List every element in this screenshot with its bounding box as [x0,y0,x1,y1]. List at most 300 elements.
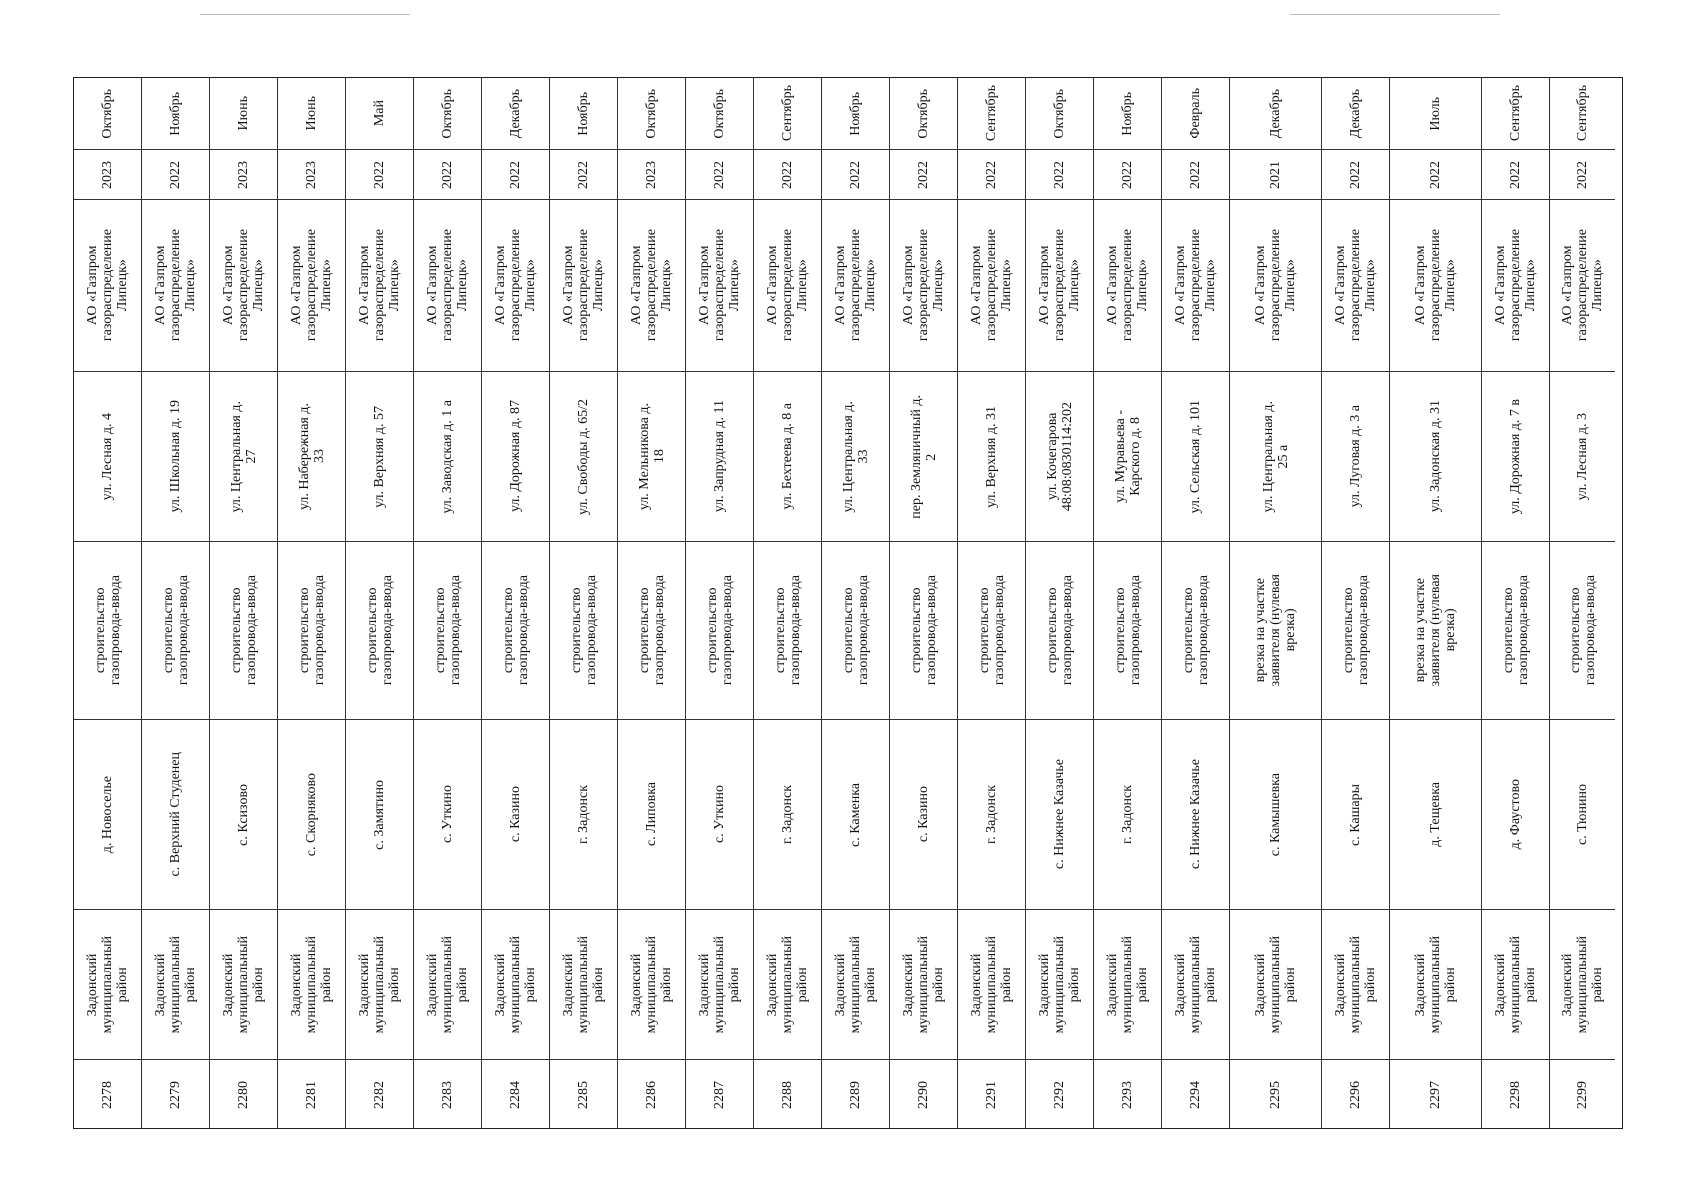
year-cell-text: 2022 [440,160,455,189]
district-cell-text: Задонский муниципальный район [221,935,266,1034]
work-type-cell-text: строительство газопровода-ввода [364,575,395,686]
organization-cell-text: АО «Газпром газораспределение Липецк» [1560,229,1605,342]
row-number-cell [890,1060,957,1130]
work-type-cell [1026,542,1093,720]
year-cell-text: 2022 [848,160,863,189]
organization-cell-text: АО «Газпром газораспределение Липецк» [85,229,130,342]
organization-cell-text: АО «Газпром газораспределение Липецк» [765,229,810,342]
table-row [550,78,618,1128]
organization-cell [1230,200,1321,372]
locality-cell [142,720,209,910]
work-type-cell [1230,542,1321,720]
month-cell-text: Июнь [304,96,319,131]
locality-cell [1322,720,1389,910]
month-cell [1230,78,1321,150]
month-cell-text: Сентябрь [1508,85,1523,142]
organization-cell [142,200,209,372]
table-row [210,78,278,1128]
month-cell [686,78,753,150]
work-type-cell [1482,542,1549,720]
month-cell-text: Октябрь [644,88,659,139]
district-cell-text: Задонский муниципальный район [1037,935,1082,1034]
organization-cell-text: АО «Газпром газораспределение Липецк» [493,229,538,342]
address-cell [74,372,141,542]
locality-cell [754,720,821,910]
locality-cell [210,720,277,910]
locality-cell-text: г. Задонск [1120,784,1135,845]
year-cell [958,150,1025,200]
work-type-cell [1162,542,1229,720]
row-number-cell [1550,1060,1615,1130]
organization-cell [1390,200,1481,372]
row-number-cell-text: 2289 [848,1081,863,1109]
row-number-cell [618,1060,685,1130]
month-cell-text: Сентябрь [780,85,795,142]
month-cell-text: Май [372,100,387,127]
address-cell [482,372,549,542]
district-cell [1026,910,1093,1060]
district-cell-text: Задонский муниципальный район [493,935,538,1034]
locality-cell-text: с. Уткино [712,785,727,844]
locality-cell [1094,720,1161,910]
year-cell [618,150,685,200]
address-cell [1094,372,1161,542]
organization-cell [618,200,685,372]
locality-cell-text: г. Задонск [576,784,591,845]
table-row [822,78,890,1128]
organization-cell-text: АО «Газпром газораспределение Липецк» [833,229,878,342]
address-cell [1390,372,1481,542]
work-type-cell-text: строительство газопровода-ввода [568,575,599,686]
district-cell-text: Задонский муниципальный район [357,935,402,1034]
row-number-cell [74,1060,141,1130]
year-cell [74,150,141,200]
month-cell-text: Февраль [1188,88,1203,139]
work-type-cell [1094,542,1161,720]
table-row [1550,78,1615,1128]
organization-cell [1026,200,1093,372]
organization-cell-text: АО «Газпром газораспределение Липецк» [697,229,742,342]
work-type-cell [754,542,821,720]
month-cell-text: Октябрь [916,88,931,139]
row-number-cell [1162,1060,1229,1130]
district-cell-text: Задонский муниципальный район [901,935,946,1034]
row-number-cell [482,1060,549,1130]
work-type-cell [1390,542,1481,720]
district-cell-text: Задонский муниципальный район [1333,935,1378,1034]
address-cell [210,372,277,542]
work-type-cell [550,542,617,720]
row-number-cell [1094,1060,1161,1130]
year-cell-text: 2022 [576,160,591,189]
work-type-cell-text: строительство газопровода-ввода [92,575,123,686]
address-cell-text: ул. Центральная д. 25 а [1260,400,1291,513]
address-cell-text: ул. Заводская д. 1 а [440,399,455,514]
address-cell [822,372,889,542]
district-cell [822,910,889,1060]
month-cell-text: Сентябрь [1575,85,1590,142]
row-number-cell-text: 2288 [780,1081,795,1109]
row-number-cell-text: 2292 [1052,1081,1067,1109]
district-cell-text: Задонский муниципальный район [85,935,130,1034]
row-number-cell [346,1060,413,1130]
table-row [958,78,1026,1128]
table-row [346,78,414,1128]
district-cell-text: Задонский муниципальный район [425,935,470,1034]
work-type-cell-text: строительство газопровода-ввода [1112,575,1143,686]
district-cell-text: Задонский муниципальный район [153,935,198,1034]
month-cell [210,78,277,150]
month-cell-text: Октябрь [440,88,455,139]
table-row [414,78,482,1128]
organization-cell-text: АО «Газпром газораспределение Липецк» [1413,229,1458,342]
district-cell-text: Задонский муниципальный район [765,935,810,1034]
work-type-cell [686,542,753,720]
month-cell [958,78,1025,150]
year-cell [1162,150,1229,200]
organization-cell [278,200,345,372]
row-number-cell-text: 2279 [168,1081,183,1109]
organization-cell [822,200,889,372]
year-cell [822,150,889,200]
row-number-cell-text: 2282 [372,1081,387,1109]
district-cell [1322,910,1389,1060]
year-cell [754,150,821,200]
year-cell-text: 2023 [304,160,319,189]
month-cell [1322,78,1389,150]
locality-cell-text: д. Фаустово [1508,779,1523,850]
address-cell [890,372,957,542]
address-cell-text: ул. Бехтеева д. 8 а [780,403,795,510]
month-cell [1026,78,1093,150]
month-cell-text: Октябрь [1052,88,1067,139]
locality-cell-text: с. Нижнее Казачье [1188,759,1203,870]
district-cell [482,910,549,1060]
year-cell-text: 2022 [508,160,523,189]
work-type-cell [618,542,685,720]
address-cell [1026,372,1093,542]
row-number-cell [1390,1060,1481,1130]
year-cell-text: 2022 [1428,160,1443,189]
district-cell [1094,910,1161,1060]
work-type-cell-text: строительство газопровода-ввода [1180,575,1211,686]
row-number-cell [550,1060,617,1130]
row-number-cell-text: 2280 [236,1081,251,1109]
year-cell [414,150,481,200]
year-cell [278,150,345,200]
work-type-cell [142,542,209,720]
address-cell [618,372,685,542]
district-cell-text: Задонский муниципальный район [561,935,606,1034]
district-cell-text: Задонский муниципальный район [289,935,334,1034]
address-cell [1322,372,1389,542]
district-cell [754,910,821,1060]
work-type-cell [74,542,141,720]
organization-cell-text: АО «Газпром газораспределение Липецк» [1105,229,1150,342]
work-type-cell-text: строительство газопровода-ввода [704,575,735,686]
organization-cell [1094,200,1161,372]
row-number-cell [1026,1060,1093,1130]
table-row [278,78,346,1128]
locality-cell-text: с. Замятино [372,779,387,850]
address-cell-text: ул. Верхняя д. 57 [372,405,387,508]
locality-cell [1482,720,1549,910]
locality-cell [618,720,685,910]
district-cell [550,910,617,1060]
row-number-cell [414,1060,481,1130]
month-cell [1550,78,1615,150]
address-cell-text: ул. Сельская д. 101 [1188,399,1203,514]
row-number-cell [822,1060,889,1130]
address-cell [346,372,413,542]
row-number-cell-text: 2295 [1268,1081,1283,1109]
table-row [890,78,958,1128]
address-cell [1162,372,1229,542]
year-cell [210,150,277,200]
locality-cell-text: с. Камышевка [1268,772,1283,857]
work-type-cell [482,542,549,720]
year-cell-text: 2022 [372,160,387,189]
month-cell-text: Декабрь [1348,88,1363,139]
address-cell [1550,372,1615,542]
district-cell [958,910,1025,1060]
locality-cell-text: г. Задонск [780,784,795,845]
month-cell-text: Ноябрь [1120,91,1135,136]
address-cell-text: ул. Свободы д. 65/2 [576,398,591,515]
year-cell [1230,150,1321,200]
locality-cell-text: г. Задонск [984,784,999,845]
row-number-cell [278,1060,345,1130]
district-cell [618,910,685,1060]
district-cell [346,910,413,1060]
row-number-cell [754,1060,821,1130]
locality-cell [278,720,345,910]
month-cell-text: Декабрь [1268,88,1283,139]
month-cell [550,78,617,150]
month-cell [142,78,209,150]
month-cell [618,78,685,150]
month-cell [822,78,889,150]
year-cell [482,150,549,200]
table-row [142,78,210,1128]
work-type-cell-text: строительство газопровода-ввода [1500,575,1531,686]
locality-cell-text: д. Тещевка [1428,782,1443,847]
work-type-cell-text: строительство газопровода-ввода [228,575,259,686]
organization-cell-text: АО «Газпром газораспределение Липецк» [969,229,1014,342]
table-row [1026,78,1094,1128]
work-type-cell-text: строительство газопровода-ввода [1044,575,1075,686]
year-cell-text: 2023 [236,160,251,189]
organization-cell [482,200,549,372]
row-number-cell-text: 2290 [916,1081,931,1109]
month-cell [414,78,481,150]
work-type-cell-text: строительство газопровода-ввода [772,575,803,686]
month-cell [754,78,821,150]
address-cell-text: ул. Луговая д. 3 а [1348,405,1363,508]
address-cell-text: ул. Лесная д. 3 [1575,412,1590,501]
work-type-cell-text: врезка на участке заявителя (нулевая врезка) [1413,574,1458,687]
address-cell [1230,372,1321,542]
locality-cell-text: с. Ксизово [236,783,251,846]
row-number-cell-text: 2296 [1348,1081,1363,1109]
organization-cell [686,200,753,372]
year-cell [142,150,209,200]
year-cell [346,150,413,200]
table-row [1482,78,1550,1128]
locality-cell [414,720,481,910]
district-cell [1482,910,1549,1060]
district-cell-text: Задонский муниципальный район [1105,935,1150,1034]
row-number-cell-text: 2285 [576,1081,591,1109]
year-cell [550,150,617,200]
district-cell [278,910,345,1060]
organization-cell [1322,200,1389,372]
address-cell [278,372,345,542]
work-type-cell-text: строительство газопровода-ввода [296,575,327,686]
organization-cell-text: АО «Газпром газораспределение Липецк» [425,229,470,342]
table-row [618,78,686,1128]
row-number-cell-text: 2283 [440,1081,455,1109]
locality-cell [1026,720,1093,910]
work-type-cell [890,542,957,720]
table-row [1322,78,1390,1128]
year-cell-text: 2022 [1348,160,1363,189]
row-number-cell-text: 2298 [1508,1081,1523,1109]
table-row [1094,78,1162,1128]
year-cell [1322,150,1389,200]
organization-cell [1482,200,1549,372]
address-cell [1482,372,1549,542]
work-type-cell [822,542,889,720]
month-cell [278,78,345,150]
year-cell-text: 2022 [1052,160,1067,189]
locality-cell [550,720,617,910]
work-type-cell [958,542,1025,720]
organization-cell-text: АО «Газпром газораспределение Липецк» [1173,229,1218,342]
district-cell [414,910,481,1060]
work-type-cell-text: строительство газопровода-ввода [636,575,667,686]
organization-cell [1550,200,1615,372]
row-number-cell [1482,1060,1549,1130]
organization-cell [890,200,957,372]
address-cell-text: ул. Задонская д. 31 [1428,400,1443,513]
gas-connection-table [73,77,1623,1129]
locality-cell-text: д. Новоселье [100,775,115,854]
district-cell [142,910,209,1060]
organization-cell-text: АО «Газпром газораспределение Липецк» [1333,229,1378,342]
table-row [1162,78,1230,1128]
year-cell-text: 2022 [1188,160,1203,189]
work-type-cell-text: строительство газопровода-ввода [160,575,191,686]
locality-cell [890,720,957,910]
address-cell [686,372,753,542]
address-cell-text: ул. Центральная д. 33 [840,400,871,513]
district-cell [890,910,957,1060]
organization-cell [414,200,481,372]
month-cell [346,78,413,150]
work-type-cell-text: строительство газопровода-ввода [976,575,1007,686]
organization-cell [958,200,1025,372]
row-number-cell [686,1060,753,1130]
work-type-cell [1550,542,1615,720]
table-row [74,78,142,1128]
month-cell [1094,78,1161,150]
locality-cell [482,720,549,910]
address-cell-text: ул. Центральная д. 27 [228,400,259,513]
row-number-cell-text: 2297 [1428,1081,1443,1109]
address-cell [958,372,1025,542]
locality-cell [74,720,141,910]
work-type-cell [414,542,481,720]
organization-cell [346,200,413,372]
locality-cell [346,720,413,910]
work-type-cell [210,542,277,720]
organization-cell-text: АО «Газпром газораспределение Липецк» [1037,229,1082,342]
year-cell [1026,150,1093,200]
address-cell-text: ул. Набережная д. 33 [296,402,327,510]
address-cell [142,372,209,542]
row-number-cell [210,1060,277,1130]
year-cell-text: 2022 [168,160,183,189]
table-row [1230,78,1322,1128]
district-cell-text: Задонский муниципальный район [969,935,1014,1034]
month-cell-text: Сентябрь [984,85,999,142]
address-cell-text: пер. Земляничный д. 2 [908,394,939,519]
district-cell-text: Задонский муниципальный район [1413,935,1458,1034]
year-cell [686,150,753,200]
address-cell-text: ул. Кочегарова 48:08:0830114:202 [1044,401,1075,512]
district-cell-text: Задонский муниципальный район [697,935,742,1034]
address-cell-text: ул. Лесная д. 4 [100,412,115,501]
row-number-cell-text: 2299 [1575,1081,1590,1109]
address-cell [550,372,617,542]
locality-cell-text: с. Тюнино [1575,783,1590,845]
work-type-cell-text: строительство газопровода-ввода [500,575,531,686]
row-number-cell-text: 2287 [712,1081,727,1109]
locality-cell-text: с. Липовка [644,782,659,847]
year-cell-text: 2022 [1575,160,1590,189]
district-cell [686,910,753,1060]
district-cell-text: Задонский муниципальный район [1493,935,1538,1034]
month-cell-text: Октябрь [100,88,115,139]
work-type-cell [346,542,413,720]
address-cell-text: ул. Муравьева - Карского д. 8 [1112,410,1143,503]
locality-cell [1550,720,1615,910]
organization-cell-text: АО «Газпром газораспределение Липецк» [901,229,946,342]
district-cell [74,910,141,1060]
row-number-cell [1230,1060,1321,1130]
month-cell-text: Июнь [236,96,251,131]
locality-cell-text: с. Казино [916,786,931,843]
locality-cell [822,720,889,910]
address-cell-text: ул. Дорожная д. 7 в [1508,398,1523,515]
row-number-cell-text: 2294 [1188,1081,1203,1109]
locality-cell-text: с. Верхний Студенец [168,752,183,877]
month-cell [482,78,549,150]
month-cell [1390,78,1481,150]
month-cell [890,78,957,150]
district-cell [1550,910,1615,1060]
district-cell-text: Задонский муниципальный район [629,935,674,1034]
locality-cell [1230,720,1321,910]
organization-cell [1162,200,1229,372]
organization-cell-text: АО «Газпром газораспределение Липецк» [629,229,674,342]
work-type-cell-text: строительство газопровода-ввода [1340,575,1371,686]
row-number-cell-text: 2281 [304,1081,319,1109]
year-cell-text: 2021 [1268,160,1283,189]
row-number-cell-text: 2286 [644,1081,659,1109]
row-number-cell [958,1060,1025,1130]
